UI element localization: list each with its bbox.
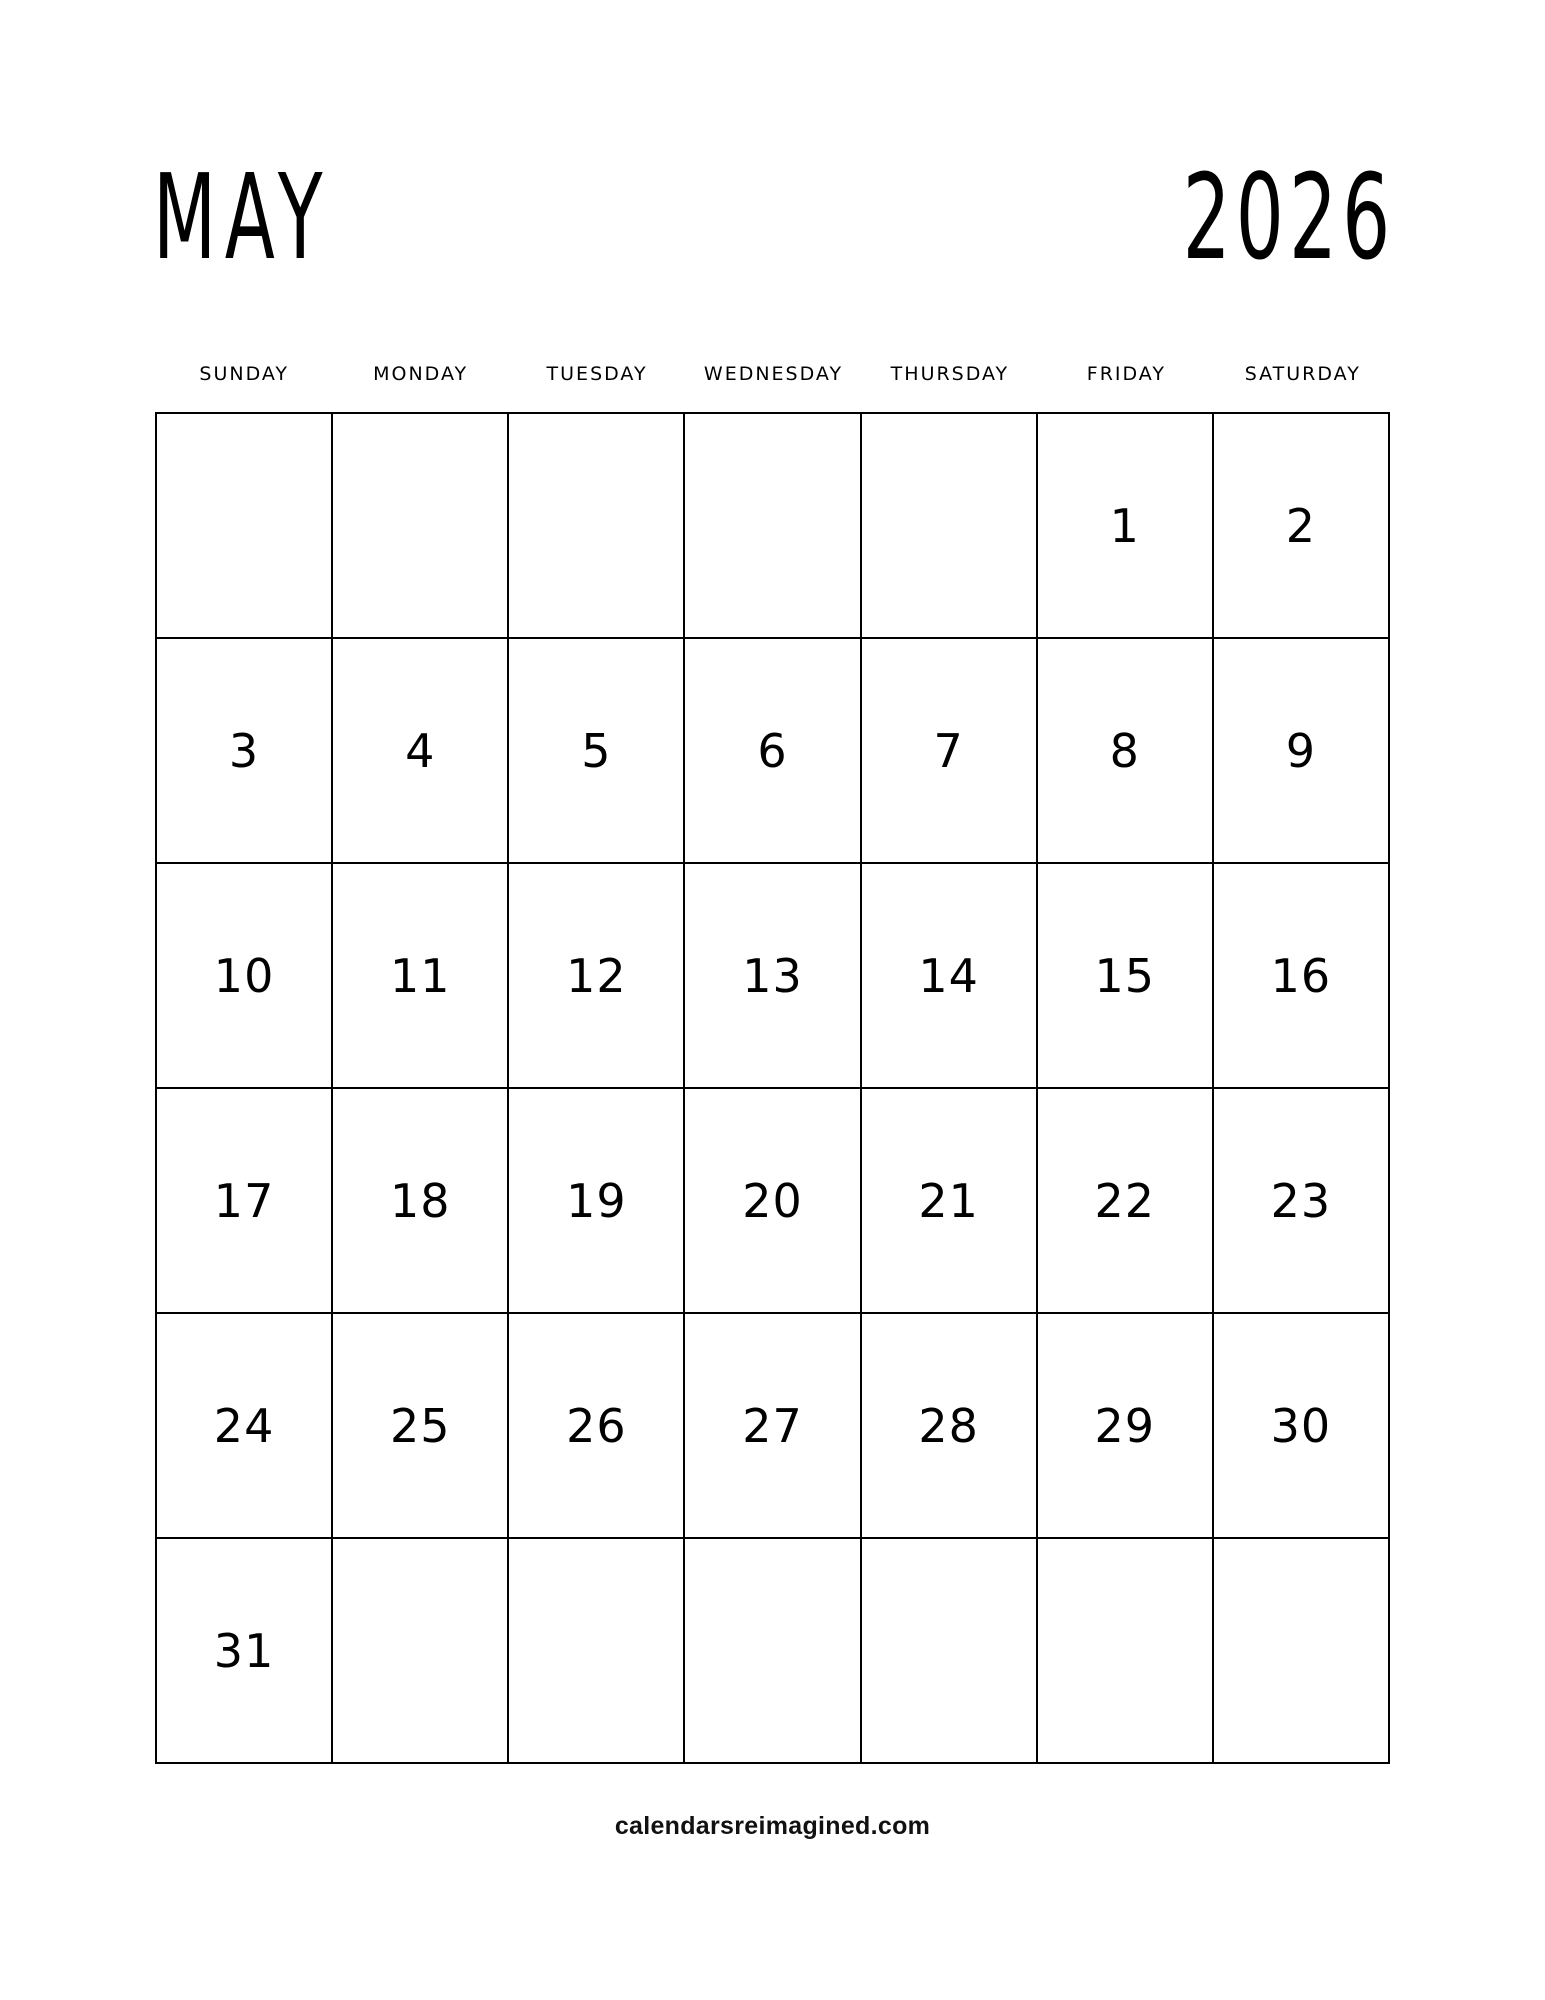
day-cell [862,1314,1038,1539]
day-cell [1038,1089,1214,1314]
day-number: 10 [213,948,275,1003]
day-cell [862,1539,1038,1764]
day-cell [685,414,861,639]
day-number: 19 [566,1173,627,1228]
weekday-thursday: THURSDAY [890,363,1010,385]
day-number: 3 [228,723,260,778]
website-footer: calendarsreimagined.com [614,1812,931,1840]
day-cell [685,1089,861,1314]
day-cell [333,414,509,639]
day-cell [685,639,861,864]
year-title: 2026 [1182,148,1395,286]
day-cell [157,639,333,864]
day-number: 30 [1270,1398,1332,1453]
day-number: 13 [742,948,803,1003]
day-cell [509,414,685,639]
day-number: 22 [1094,1173,1156,1228]
day-number: 12 [566,948,627,1003]
day-cell [685,1314,861,1539]
day-cell [1214,864,1390,1089]
day-cell [685,864,861,1089]
day-cell [157,1539,333,1764]
day-cell [1214,639,1390,864]
day-cell [862,639,1038,864]
day-cell [333,1539,509,1764]
day-number: 26 [566,1398,627,1453]
day-cell [333,639,509,864]
weekday-tuesday: TUESDAY [546,363,648,385]
weekday-header [156,354,1391,394]
calendar-grid [155,412,1390,1764]
day-cell [1038,1539,1214,1764]
day-number: 23 [1270,1173,1332,1228]
day-number: 15 [1094,948,1156,1003]
day-cell [862,864,1038,1089]
day-cell [157,414,333,639]
day-number: 18 [389,1173,451,1228]
day-cell [157,1314,333,1539]
day-cell [157,1089,333,1314]
day-number: 25 [389,1398,451,1453]
month-title: MAY [153,148,332,286]
day-cell [1038,864,1214,1089]
day-number: 28 [918,1398,979,1453]
day-cell [1214,1089,1390,1314]
day-cell [1214,1539,1390,1764]
day-cell [333,864,509,1089]
day-number: 31 [213,1623,275,1678]
weekday-monday: MONDAY [373,363,469,385]
day-number: 14 [918,948,979,1003]
day-cell [685,1539,861,1764]
day-number: 11 [389,948,451,1003]
day-number: 9 [1285,723,1317,778]
weekday-wednesday: WEDNESDAY [703,363,844,385]
day-cell [509,1089,685,1314]
day-number: 7 [933,723,964,778]
day-cell [1038,639,1214,864]
day-cell [333,1314,509,1539]
day-number: 16 [1270,948,1332,1003]
day-cell [1214,414,1390,639]
day-number: 17 [213,1173,275,1228]
day-number: 27 [742,1398,803,1453]
day-number: 6 [757,723,788,778]
day-number: 4 [405,723,436,778]
day-cell [509,864,685,1089]
day-number: 8 [1109,723,1140,778]
day-cell [509,1539,685,1764]
day-cell [509,639,685,864]
day-cell [333,1089,509,1314]
weekday-sunday: SUNDAY [199,363,290,385]
day-cell [1038,414,1214,639]
day-number: 2 [1285,498,1317,553]
day-number: 21 [918,1173,979,1228]
day-number: 24 [213,1398,275,1453]
day-number: 20 [742,1173,803,1228]
weekday-saturday: SATURDAY [1244,363,1361,385]
day-cell [1038,1314,1214,1539]
day-cell [509,1314,685,1539]
weekday-friday: FRIDAY [1086,363,1166,385]
day-cell [862,414,1038,639]
day-cell [862,1089,1038,1314]
day-number: 1 [1109,498,1140,553]
day-number: 29 [1094,1398,1156,1453]
day-cell [157,864,333,1089]
day-cell [1214,1314,1390,1539]
day-number: 5 [581,723,612,778]
